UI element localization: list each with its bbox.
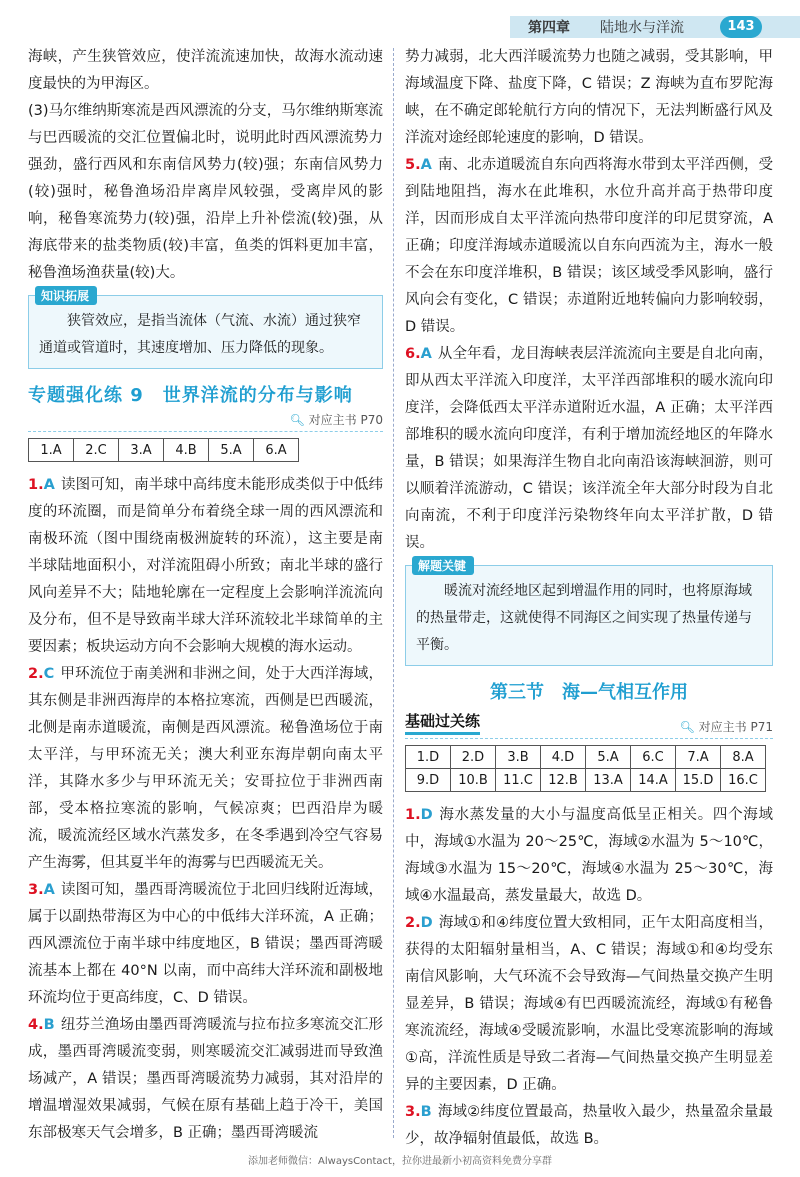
- answer-explanation: 2.C 甲环流位于南美洲和非洲之间，处于大西洋海域，其东侧是非洲西海岸的本格拉寒流，西侧是巴西暖流，北侧是南赤道暖流，南侧是西风漂流。秘鲁渔场位于南太平洋，与甲环流无关；澳大利亚东海岸朝向南太平洋，其降水多少与甲环流无关；安哥拉位于非洲西南部，受本格拉寒流的影响，气候凉爽；巴西沿岸为暖流，暖流流经区域水汽蒸发多，在冬季遇到冷空气容易产生海雾，但其夏半年的海雾与巴西暖流无关。: [28, 666, 383, 871]
- answer-cell: 4.B: [164, 439, 209, 462]
- chapter-label: 第四章: [528, 20, 570, 36]
- answer-cell: 1.A: [29, 439, 74, 462]
- answer-explanation: 1.A 读图可知，南半球中高纬度未能形成类似于中低纬度的环流圈，而是简单分布着绕全球一周的西风漂流和南极环流（图中围绕南极洲旋转的环流），这主要是南半球陆地面积小，对洋流阻碍小所致；南北半球的盛行风向差异不大；陆地轮廓在一定程度上会影响洋流流向及分布，但不是导致南半球大洋环流较北半球简单的主要因素；板块运动方向不会影响大规模的海水运动。: [28, 477, 383, 655]
- chapter-title: 陆地水与洋流: [600, 20, 684, 36]
- answer-cell: 11.C: [496, 769, 541, 792]
- answer-cell: 8.A: [721, 746, 766, 769]
- answer-explanation: 5.A 南、北赤道暖流自东向西将海水带到太平洋西侧，受到陆地阻挡，海水在此堆积，水位升高并高于热带印度洋，因而形成自太平洋流向热带印度洋的印尼贯穿流，A 正确；印度洋海域赤道暖流以自东向西流为主，海水一般不会在东印度洋堆积，B 错误；该区域受季风影响，盛行风向会有变化，C 错误；赤道附近地转偏向力影响较弱，D 错误。: [405, 157, 773, 335]
- answer-cell: 9.D: [406, 769, 451, 792]
- section-title: 专题强化练 9 世界洋流的分布与影响: [28, 385, 353, 406]
- search-icon: 🔍︎: [289, 413, 305, 427]
- page-footer: 添加老师微信：AlwaysContact，拉你进最新小初高资料免费分享群: [248, 1156, 552, 1167]
- search-icon: 🔍︎: [679, 720, 695, 734]
- answer-explanation: 3.B 海域②纬度位置最高，热量收入最少，热量盈余量最少，故净辐射值最低，故选 B。: [405, 1104, 773, 1147]
- right-column: [405, 44, 773, 1153]
- paragraph: (3)马尔维纳斯寒流是西风漂流的分支，马尔维纳斯寒流与巴西暖流的交汇位置偏北时，说明此时西风漂流势力强劲，盛行西风和东南信风势力(较)强；东南信风势力(较)强时，秘鲁渔场沿岸离岸风较强，受离岸风的影响，秘鲁寒流势力(较)强，沿岸上升补偿流(较)强，从海底带来的盐类物质(较)丰富，鱼类的饵料更加丰富，秘鲁渔场渔获量(较)大。: [28, 103, 383, 281]
- answer-explanation: 1.D 海水蒸发量的大小与温度高低呈正相关。四个海域中，海域①水温为 20～25℃，海域②水温为 5～10℃，海域③水温为 15～20℃，海域④水温为 25～30℃，海域④水温最高，蒸发量最大，故选 D。: [405, 807, 773, 904]
- solution-tip-box: [405, 559, 773, 666]
- column-divider: [393, 48, 394, 1138]
- answer-cell: 2.D: [451, 746, 496, 769]
- answer-explanation: 3.A 读图可知，墨西哥湾暖流位于北回归线附近海域，属于以副热带海区为中心的中低纬大洋环流，A 正确；西风漂流位于南半球中纬度地区，B 错误；墨西哥湾暖流基本上都在 40°N 以南，而中高纬大洋环流和副极地环流均位于更高纬度，C、D 错误。: [28, 882, 383, 1006]
- answer-cell: 12.B: [541, 769, 586, 792]
- answer-cell: 7.A: [676, 746, 721, 769]
- reference-text: 对应主书 P71: [698, 720, 773, 734]
- answer-cell: 3.A: [119, 439, 164, 462]
- answer-cell: 14.A: [631, 769, 676, 792]
- answer-cell: 13.A: [586, 769, 631, 792]
- answer-cell: 5.A: [209, 439, 254, 462]
- answer-cell: 10.B: [451, 769, 496, 792]
- reference-text: 对应主书 P70: [308, 413, 383, 427]
- reference-line: [28, 411, 383, 432]
- tip-tag: 解题关键: [412, 556, 474, 575]
- answer-cell: 6.A: [254, 439, 299, 462]
- base-practice-title: 基础过关练: [405, 710, 480, 735]
- tip-tag: 知识拓展: [35, 286, 97, 305]
- page-header: [0, 0, 800, 36]
- answer-explanation: 2.D 海域①和④纬度位置大致相同，正午太阳高度相当，获得的太阳辐射量相当，A、C 错误；海域①和④均受东南信风影响，大气环流不会导致海—气间热量交换产生明显差异，B 错误；海域④有巴西暖流流经，海域①有秘鲁寒流流经，海域④受暖流影响，水温比受寒流影响的海域①高，洋流性质是导致二者海—气间热量交换产生明显差异的主要因素，D 正确。: [405, 915, 773, 1093]
- reference-line: [405, 710, 773, 739]
- answer-table: [405, 745, 766, 792]
- answer-explanation: 6.A 从全年看，龙目海峡表层洋流流向主要是自北向南，即从西太平洋流入印度洋，太平洋西部堆积的暖水流向印度洋，会降低西太平洋赤道附近水温，A 正确；太平洋西部堆积的暖水流向印度洋，有利于增加流经地区的年降水量，B 错误；如果海洋生物自北向南沿该海峡洄游，则可以顺着洋流游动，C 错误；该洋流全年大部分时段为自北向南流，不利于印度洋污染物终年向太平洋扩散，D 错误。: [405, 346, 773, 551]
- answer-cell: 1.D: [406, 746, 451, 769]
- answer-cell: 4.D: [541, 746, 586, 769]
- answer-cell: 2.C: [74, 439, 119, 462]
- paragraph: 势力减弱，北大西洋暖流势力也随之减弱，受其影响，甲海域温度下降、盐度下降，C 错误；Z 海峡为直布罗陀海峡，在不确定郎轮航行方向的情况下，无法判断盛行风及洋流对途经郎轮速度的影响，D 错误。: [405, 49, 773, 146]
- answer-table: [28, 438, 299, 462]
- tip-text: 暖流对流经地区起到增温作用的同时，也将原海域的热量带走，这就使得不同海区之间实现了热量传递与平衡。: [416, 583, 752, 653]
- answer-explanation: 4.B 纽芬兰渔场由墨西哥湾暖流与拉布拉多寒流交汇形成，墨西哥湾暖流变弱，则寒暖流交汇减弱进而导致渔场减产，A 错误；墨西哥湾暖流势力减弱，其对沿岸的增温增湿效果减弱，气候在原有基础上趋于冷干，美国东部极寒天气会增多，B 正确；墨西哥湾暖流: [28, 1017, 383, 1141]
- answer-cell: 3.B: [496, 746, 541, 769]
- knowledge-tip-box: [28, 289, 383, 369]
- paragraph: 海峡，产生狭管效应，使洋流流速加快，故海水流动速度最快的为甲海区。: [28, 49, 383, 92]
- answer-cell: 5.A: [586, 746, 631, 769]
- tip-text: 狭管效应，是指当流体（气流、水流）通过狭窄通道或管道时，其速度增加、压力降低的现象。: [39, 313, 361, 356]
- answer-cell: 15.D: [676, 769, 721, 792]
- answer-cell: 6.C: [631, 746, 676, 769]
- answer-cell: 16.C: [721, 769, 766, 792]
- left-column: [28, 44, 383, 1147]
- page-number: 143: [720, 16, 762, 38]
- subsection-title: 第三节 海—气相互作用: [490, 682, 688, 703]
